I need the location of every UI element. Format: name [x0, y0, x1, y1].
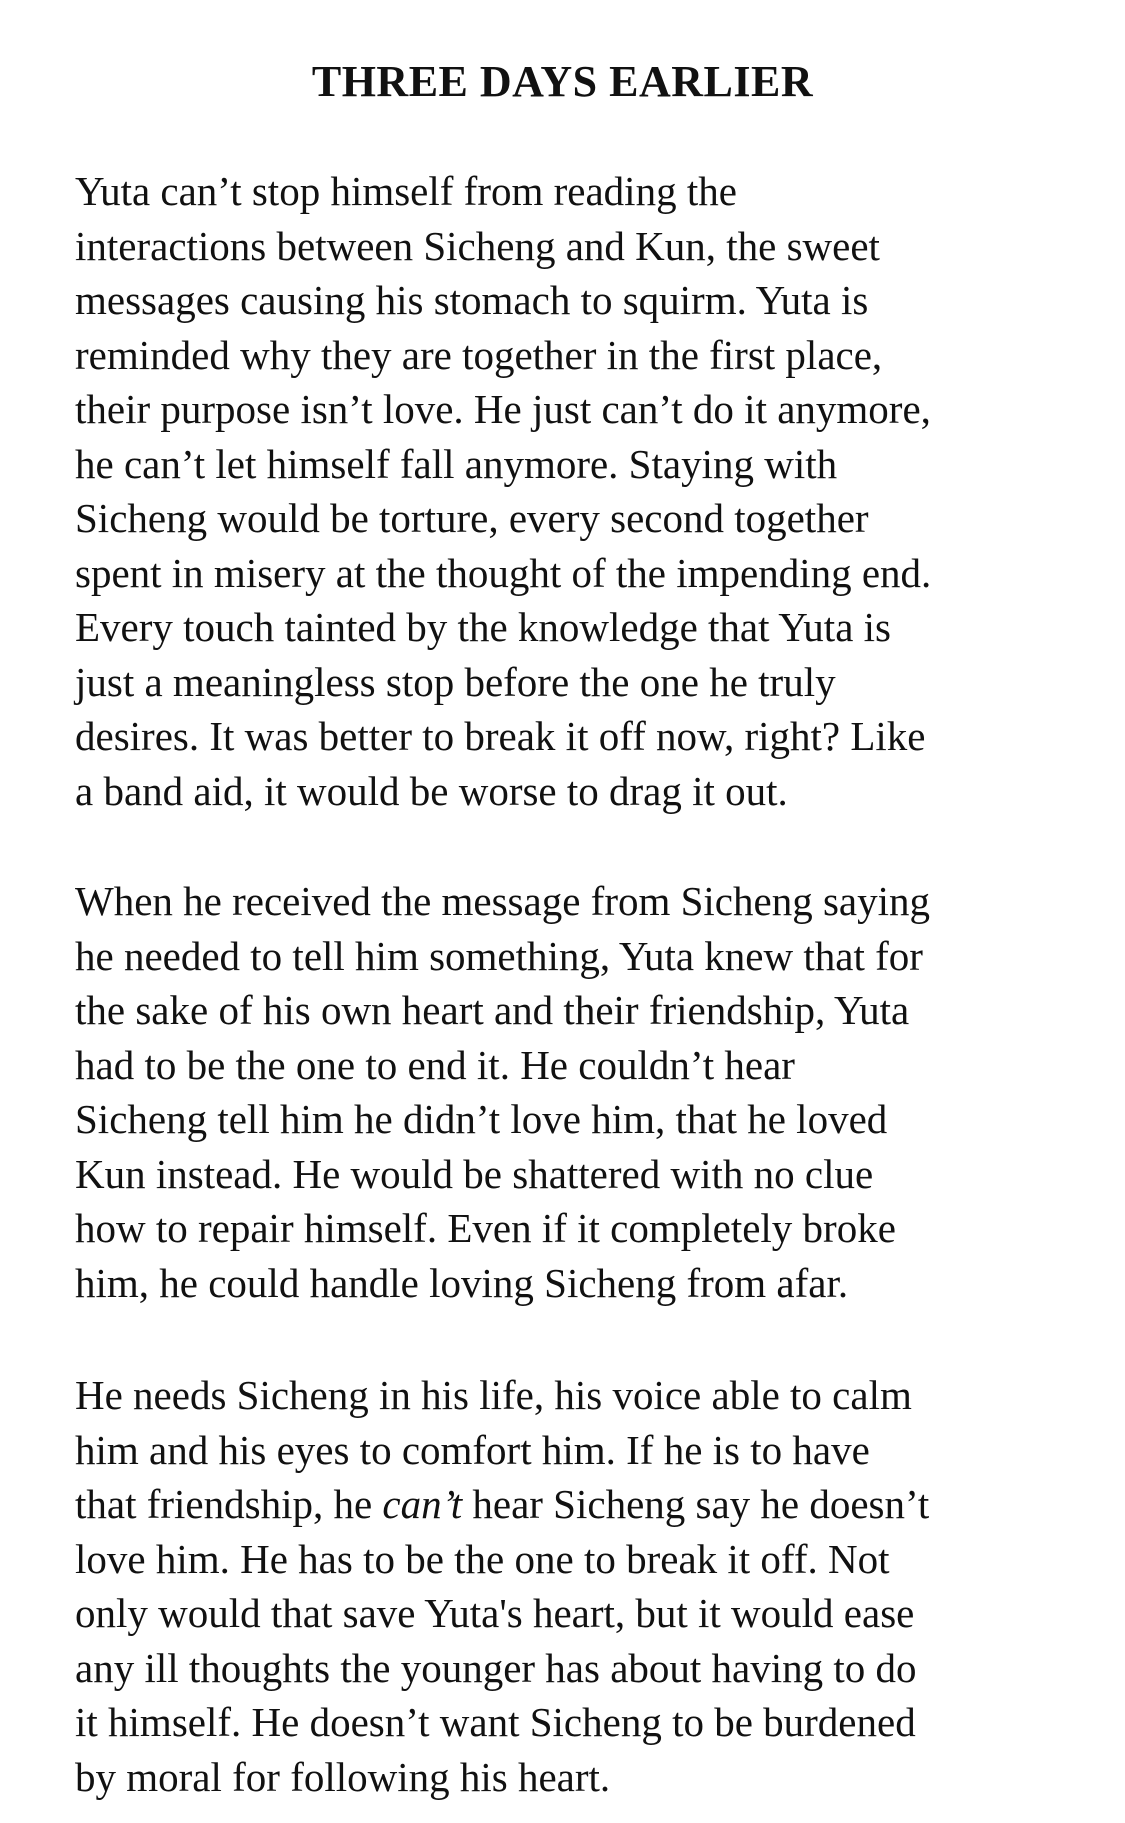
text-line: him, he could handle loving Sicheng from afar.: [75, 1259, 849, 1306]
text-line: he needed to tell him something, Yuta knew that for: [75, 932, 923, 979]
text-line: Every touch tainted by the knowledge that Yuta is: [75, 604, 891, 650]
text-line: Yuta can’t stop himself from reading the: [75, 168, 737, 214]
paragraph-3: [75, 1368, 1075, 1804]
text-segment: that friendship, he: [75, 1481, 383, 1527]
text-line: reminded why they are together in the first place,: [75, 331, 883, 378]
paragraph-1: [75, 164, 1075, 818]
text-line: desires. It was better to break it off now, right? Like: [75, 713, 926, 759]
text-line: any ill thoughts the younger has about having to do: [75, 1644, 917, 1691]
text-line: the sake of his own heart and their friendship, Yuta: [75, 987, 910, 1033]
text-line: messages causing his stomach to squirm. Yuta is: [75, 277, 869, 323]
text-line: had to be the one to end it. He couldn’t hear: [75, 1041, 795, 1088]
text-line: When he received the message from Sicheng saying: [75, 878, 930, 924]
text-line: it himself. He doesn’t want Sicheng to be burdened: [75, 1699, 916, 1745]
text-line: He needs Sicheng in his life, his voice able to calm: [75, 1372, 912, 1418]
paragraph-2: [75, 874, 1075, 1310]
text-line-emphasis: [75, 1477, 1075, 1532]
text-line: interactions between Sicheng and Kun, the sweet: [75, 222, 880, 269]
text-line: by moral for following his heart.: [75, 1753, 611, 1800]
text-line: only would that save Yuta's heart, but it would ease: [75, 1590, 915, 1636]
text-line: he can’t let himself fall anymore. Staying with: [75, 440, 838, 487]
text-segment: hear Sicheng say he doesn’t: [462, 1481, 930, 1527]
text-line: spent in misery at the thought of the impending end.: [75, 549, 932, 596]
text-line: just a meaningless stop before the one he truly: [75, 658, 836, 705]
emphasized-word: can’t: [382, 1481, 463, 1527]
text-line: him and his eyes to comfort him. If he is to have: [75, 1426, 870, 1473]
text-line: love him. He has to be the one to break it off. Not: [75, 1535, 890, 1582]
text-line: a band aid, it would be worse to drag it out.: [75, 767, 788, 814]
text-line: their purpose isn’t love. He just can’t do it anymore,: [75, 386, 931, 432]
text-line: Sicheng tell him he didn’t love him, that he loved: [75, 1096, 888, 1142]
text-line: Kun instead. He would be shattered with no clue: [75, 1150, 874, 1197]
text-line: Sicheng would be torture, every second together: [75, 495, 869, 541]
text-line: how to repair himself. Even if it completely broke: [75, 1205, 896, 1251]
chapter-heading: THREE DAYS EARLIER: [311, 57, 814, 106]
